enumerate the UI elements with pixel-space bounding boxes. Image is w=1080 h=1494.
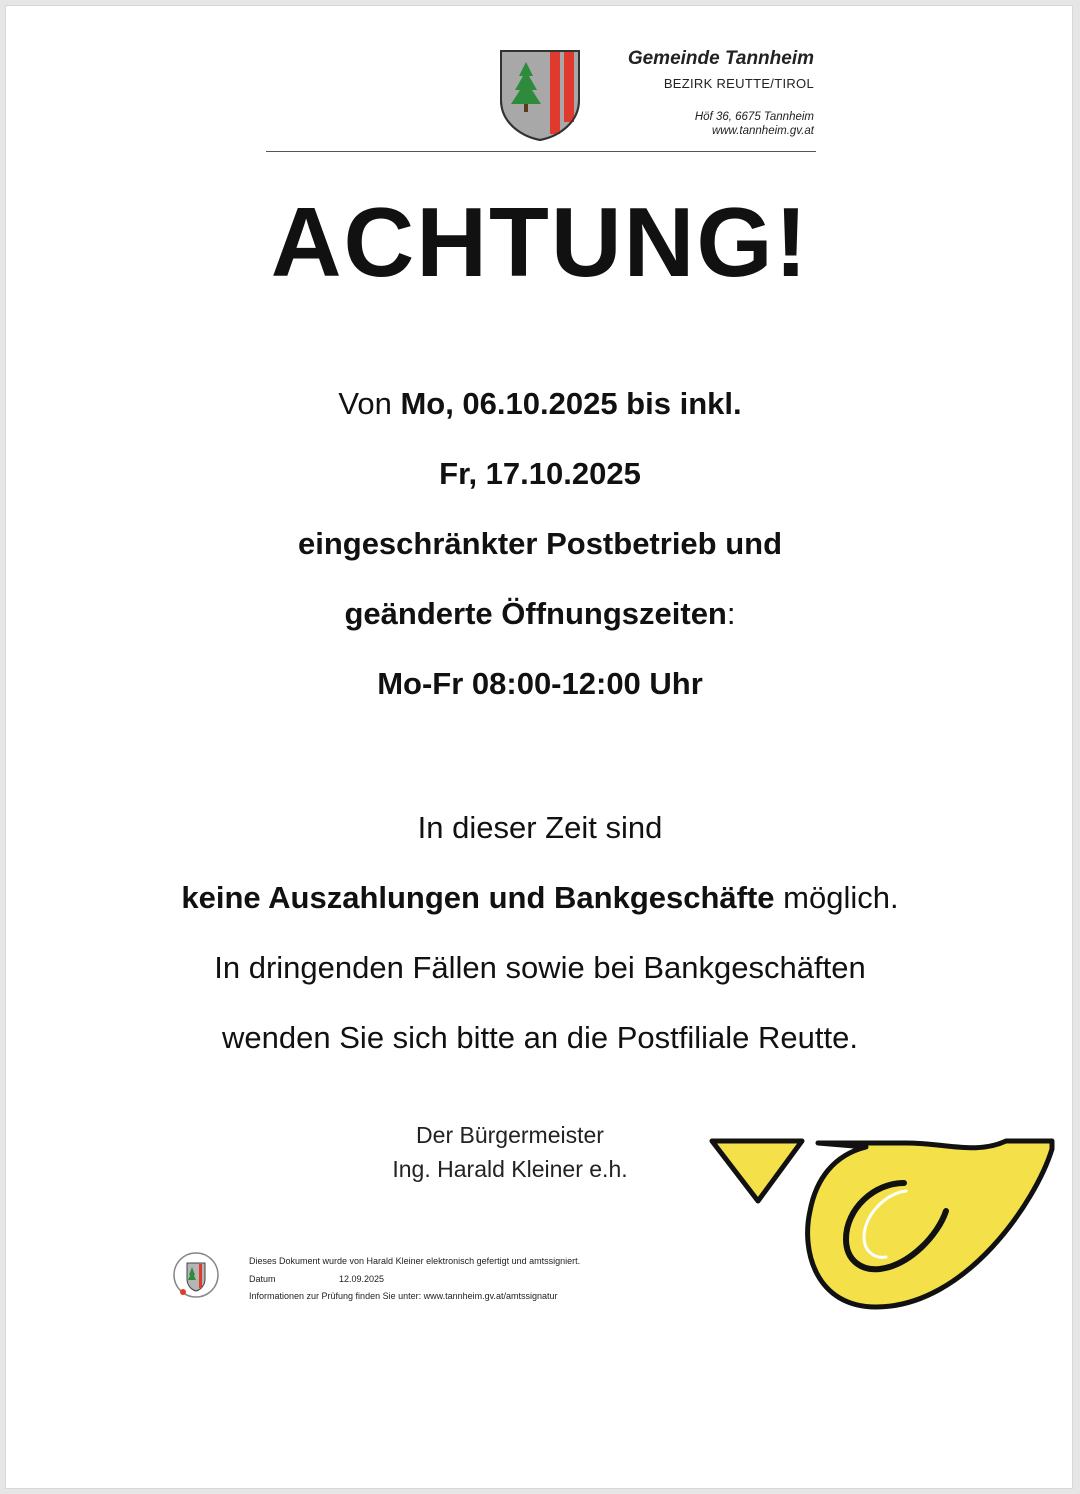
org-name: Gemeinde Tannheim xyxy=(627,48,814,69)
notice-line-1-prefix: Von xyxy=(338,386,401,421)
info-line-3: In dringenden Fällen sowie bei Bankgeschäften xyxy=(214,950,866,985)
notice-line-4-bold: geänderte Öffnungszeiten xyxy=(344,596,727,631)
tannheim-crest-icon xyxy=(498,48,582,142)
notice-line-1-bold: Mo, 06.10.2025 bis inkl. xyxy=(400,386,742,421)
post-horn-logo xyxy=(706,1131,1058,1313)
notice-line-4-suffix: : xyxy=(726,596,736,631)
info-line-2-suffix: möglich. xyxy=(774,880,899,915)
amtssignatur-line-1: Dieses Dokument wurde von Harald Kleiner elektronisch gefertigt und amtssigniert. xyxy=(249,1256,581,1266)
org-district: BEZIRK REUTTE/TIROL xyxy=(663,76,814,91)
notice-line-3: eingeschränkter Postbetrieb und xyxy=(297,526,783,561)
document-page xyxy=(5,5,1073,1489)
signature-role: Der Bürgermeister xyxy=(416,1122,604,1148)
notice-line-1 xyxy=(6,369,1074,439)
amtssignatur-seal-icon xyxy=(172,1249,220,1301)
header-divider xyxy=(266,151,816,152)
info-line-2-bold: keine Auszahlungen und Bankgeschäfte xyxy=(181,880,775,915)
info-line-1: In dieser Zeit sind xyxy=(417,810,663,845)
info-line-4: wenden Sie sich bitte an die Postfiliale Reutte. xyxy=(222,1020,858,1055)
datum-label: Datum xyxy=(249,1273,276,1284)
amtssignatur-datum-row xyxy=(249,1271,580,1289)
headline: ACHTUNG! xyxy=(270,187,810,297)
amtssignatur-line-3: Informationen zur Prüfung finden Sie unter: www.tannheim.gv.at/amtssignatur xyxy=(249,1291,558,1301)
notice-line-5: Mo-Fr 08:00-12:00 Uhr xyxy=(377,666,703,701)
org-website: www.tannheim.gv.at xyxy=(711,125,814,137)
notice-block xyxy=(6,369,1074,719)
letterhead xyxy=(628,48,814,137)
notice-line-4 xyxy=(6,579,1074,649)
org-address: Höf 36, 6675 Tannheim xyxy=(694,111,814,123)
amtssignatur-text xyxy=(249,1253,580,1306)
signature-name: Ing. Harald Kleiner e.h. xyxy=(392,1156,628,1182)
datum-value: 12.09.2025 xyxy=(339,1273,385,1284)
notice-line-2: Fr, 17.10.2025 xyxy=(439,456,641,491)
info-block xyxy=(6,793,1074,1073)
info-line-2 xyxy=(6,863,1074,933)
